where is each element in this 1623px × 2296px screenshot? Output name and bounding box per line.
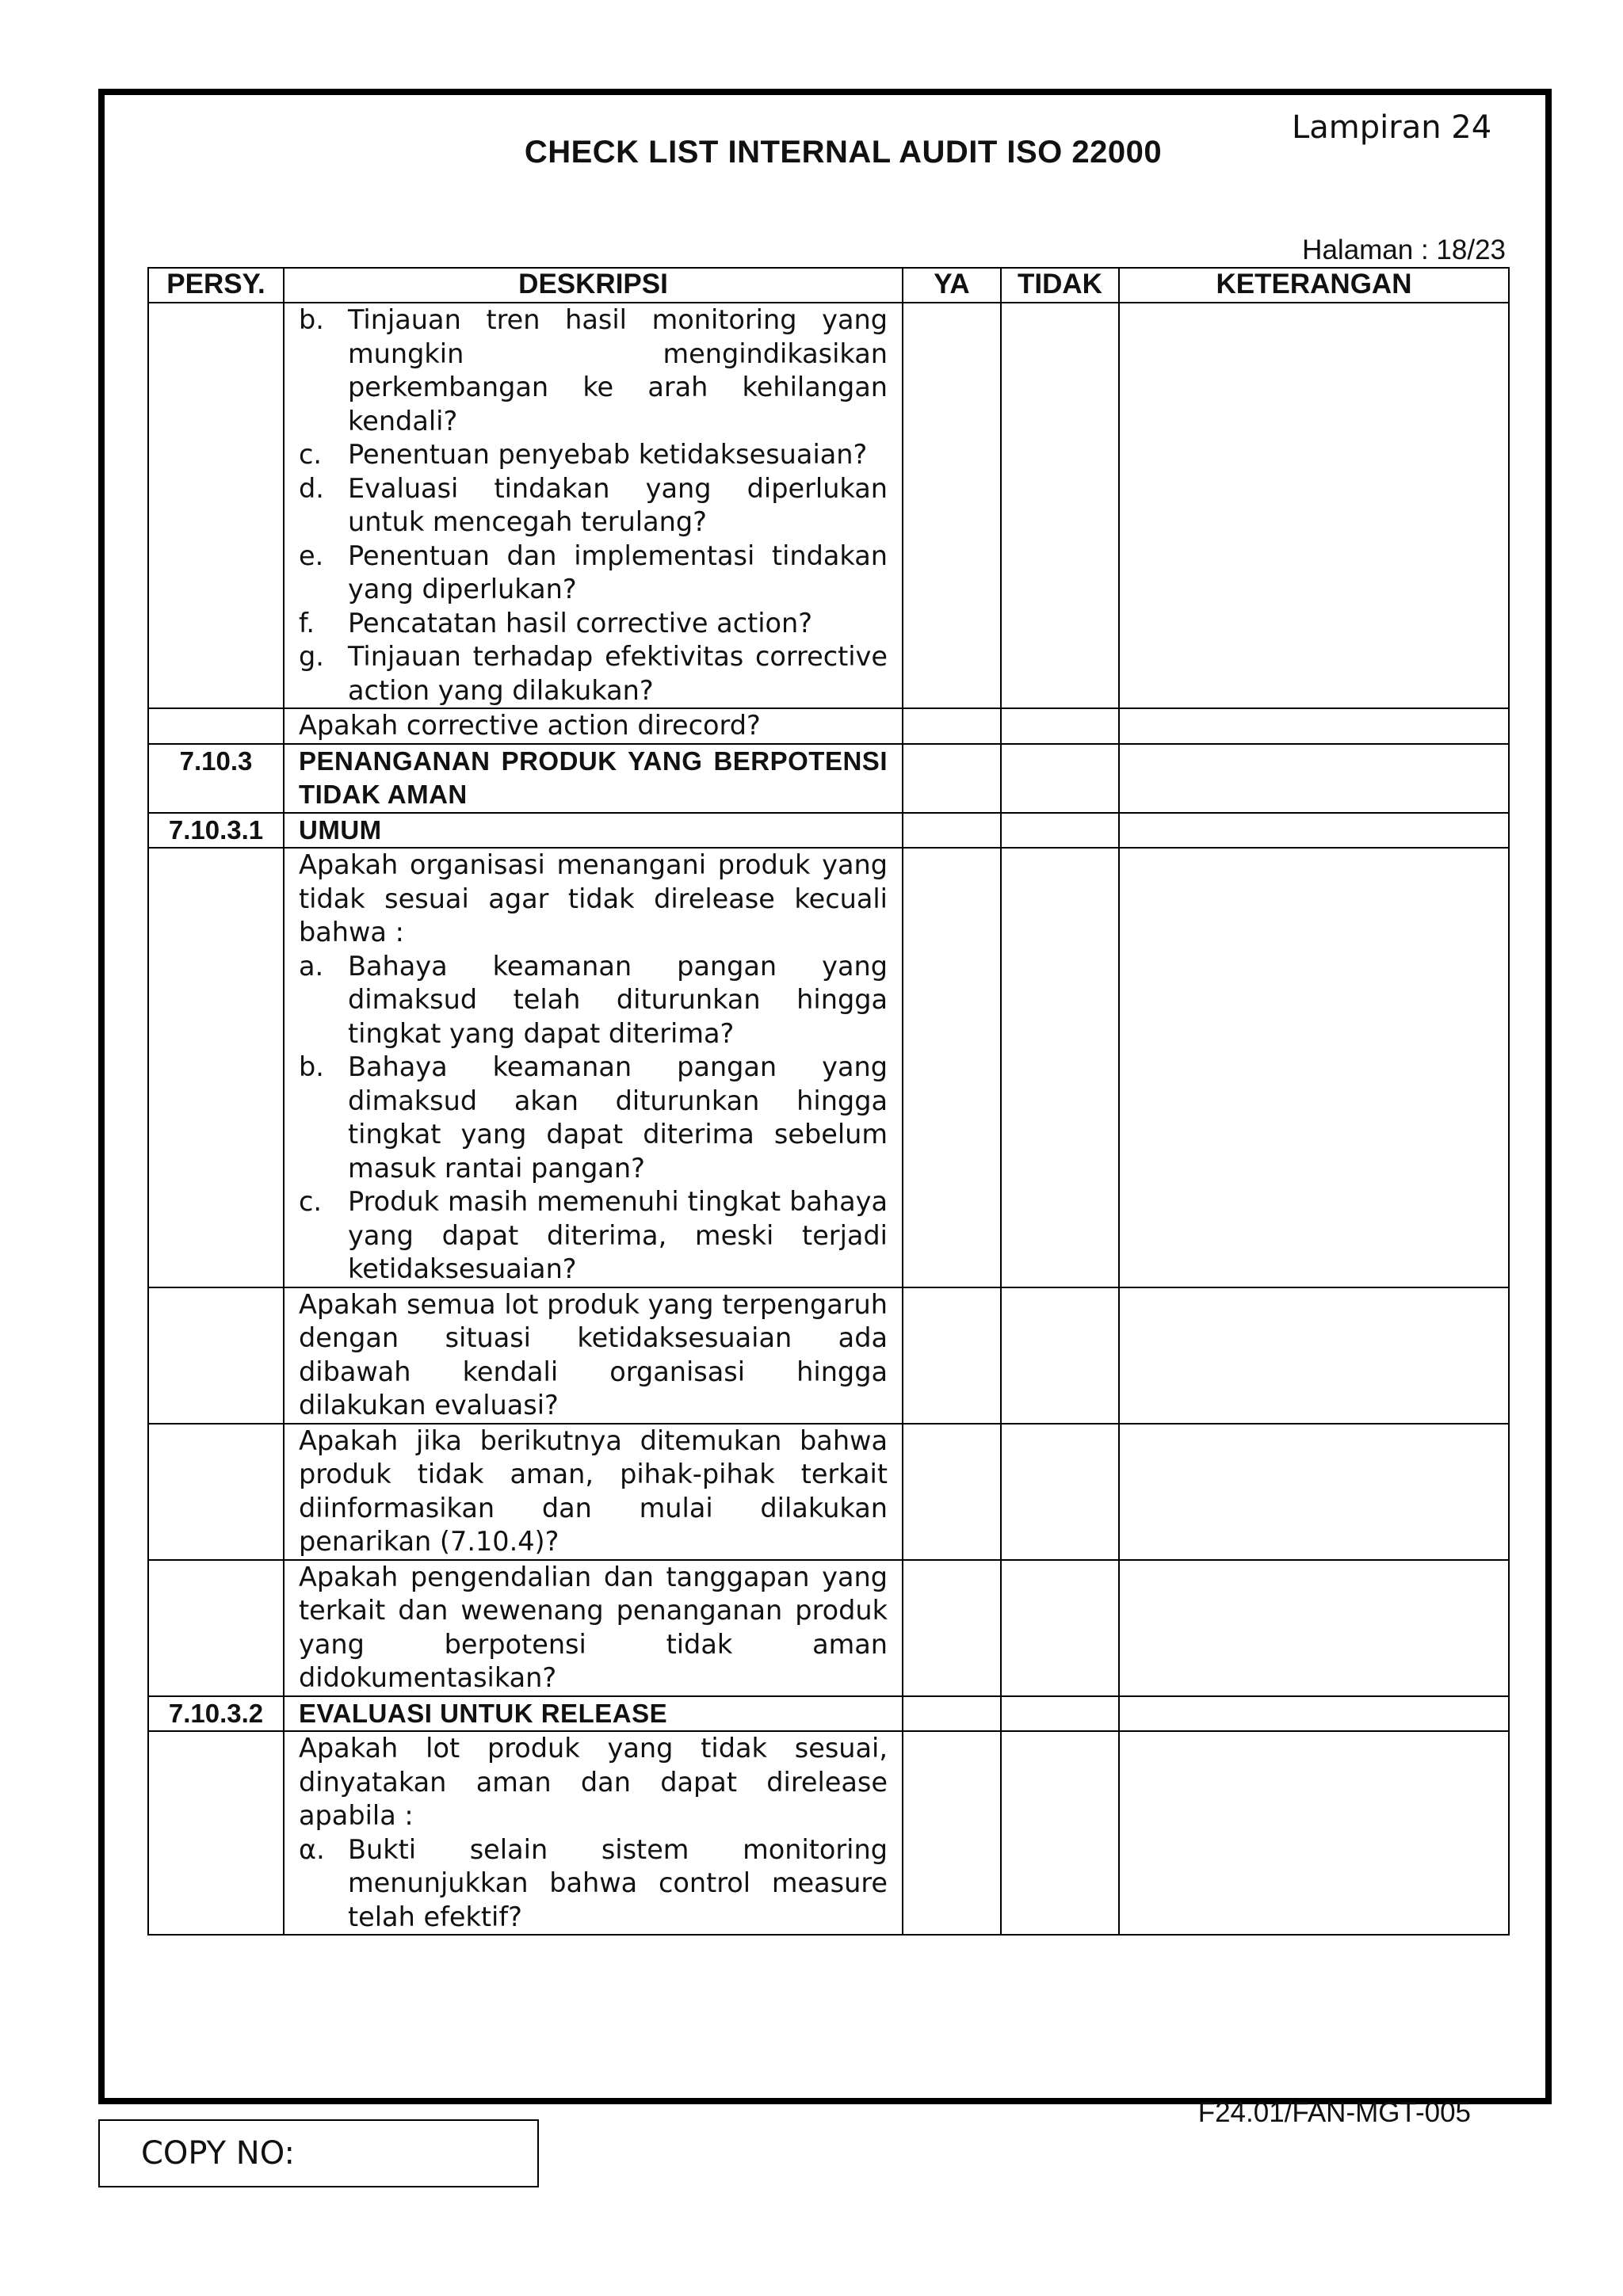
table-row	[148, 708, 1509, 744]
keterangan-cell[interactable]	[1119, 744, 1509, 813]
question-text: Apakah corrective action direcord?	[299, 710, 761, 741]
list-item	[299, 950, 888, 1051]
clause-number: 7.10.3.2	[148, 1696, 284, 1732]
item-text: Tinjauan terhadap efektivitas corrective action yang dilakukan?	[348, 641, 888, 706]
item-text: Produk masih memenuhi tingkat bahaya yang dapat diterima, meski terjadi ketidaksesuaian?	[348, 1186, 888, 1284]
item-letter: a.	[299, 950, 324, 982]
keterangan-cell[interactable]	[1119, 813, 1509, 849]
ya-cell[interactable]	[903, 1731, 1001, 1935]
deskripsi-cell	[284, 303, 903, 708]
deskripsi-cell	[284, 1696, 903, 1732]
ya-cell[interactable]	[903, 1424, 1001, 1560]
ya-cell[interactable]	[903, 708, 1001, 744]
item-letter: c.	[299, 1186, 323, 1217]
column-header-keterangan: KETERANGAN	[1119, 268, 1509, 303]
tidak-cell[interactable]	[1001, 303, 1119, 708]
document-title: CHECK LIST INTERNAL AUDIT ISO 22000	[524, 135, 1163, 170]
deskripsi-cell	[284, 1424, 903, 1560]
section-heading: UMUM	[299, 814, 382, 845]
column-header-tidak: TIDAK	[1001, 268, 1119, 303]
keterangan-cell[interactable]	[1119, 1287, 1509, 1424]
clause-number: 7.10.3.1	[148, 813, 284, 849]
deskripsi-cell	[284, 813, 903, 849]
copy-number-box[interactable]	[98, 2119, 539, 2187]
list-item	[299, 640, 888, 707]
deskripsi-cell	[284, 1560, 903, 1696]
tidak-cell[interactable]	[1001, 1696, 1119, 1732]
clause-number: 7.10.3	[148, 744, 284, 813]
list-item	[299, 1185, 888, 1287]
page-number: Halaman : 18/23	[1302, 235, 1506, 265]
column-header-deskripsi: DESKRIPSI	[284, 268, 903, 303]
keterangan-cell[interactable]	[1119, 708, 1509, 744]
ya-cell[interactable]	[903, 744, 1001, 813]
column-header-persy: PERSY.	[148, 268, 284, 303]
table-row	[148, 1560, 1509, 1696]
tidak-cell[interactable]	[1001, 708, 1119, 744]
list-item	[299, 540, 888, 607]
deskripsi-cell	[284, 1731, 903, 1935]
ya-cell[interactable]	[903, 303, 1001, 708]
item-letter: d.	[299, 472, 324, 504]
item-letter: α.	[299, 1833, 325, 1865]
item-text: Penentuan dan implementasi tindakan yang diperlukan?	[348, 540, 888, 605]
deskripsi-cell	[284, 708, 903, 744]
ya-cell[interactable]	[903, 848, 1001, 1287]
persy-cell	[148, 848, 284, 1287]
keterangan-cell[interactable]	[1119, 303, 1509, 708]
persy-cell	[148, 1731, 284, 1935]
section-row	[148, 813, 1509, 849]
checklist-table	[147, 267, 1510, 1936]
table-row	[148, 848, 1509, 1287]
persy-cell	[148, 1287, 284, 1424]
item-text: Pencatatan hasil corrective action?	[348, 607, 813, 639]
list-item	[299, 607, 888, 641]
section-heading: EVALUASI UNTUK RELEASE	[299, 1698, 668, 1728]
table-header-row	[148, 268, 1509, 303]
tidak-cell[interactable]	[1001, 1287, 1119, 1424]
question-text: Apakah jika berikutnya ditemukan bahwa produk tidak aman, pihak-pihak terkait diinformasikan dan mulai dilakukan penarikan (7.10.4)?	[299, 1425, 888, 1557]
question-text: Apakah pengendalian dan tanggapan yang terkait dan wewenang penanganan produk yang berpotensi tidak aman didokumentasikan?	[299, 1561, 888, 1693]
item-letter: b.	[299, 304, 324, 335]
ya-cell[interactable]	[903, 813, 1001, 849]
item-text: Penentuan penyebab ketidaksesuaian?	[348, 439, 868, 470]
table-row	[148, 303, 1509, 708]
list-item	[299, 1051, 888, 1185]
persy-cell	[148, 303, 284, 708]
tidak-cell[interactable]	[1001, 1560, 1119, 1696]
section-heading: PENANGANAN PRODUK YANG BERPOTENSI TIDAK AMAN	[299, 746, 888, 809]
item-letter: e.	[299, 540, 324, 571]
keterangan-cell[interactable]	[1119, 1424, 1509, 1560]
item-letter: b.	[299, 1051, 324, 1082]
keterangan-cell[interactable]	[1119, 1696, 1509, 1732]
column-header-ya: YA	[903, 268, 1001, 303]
list-item	[299, 1833, 888, 1935]
item-text: Bukti selain sistem monitoring menunjukkan bahwa control measure telah efektif?	[348, 1833, 888, 1932]
ya-cell[interactable]	[903, 1560, 1001, 1696]
ya-cell[interactable]	[903, 1287, 1001, 1424]
question-text: Apakah lot produk yang tidak sesuai, dinyatakan aman dan dapat direlease apabila :	[299, 1733, 888, 1831]
list-item	[299, 438, 888, 472]
tidak-cell[interactable]	[1001, 1424, 1119, 1560]
deskripsi-cell	[284, 1287, 903, 1424]
ya-cell[interactable]	[903, 1696, 1001, 1732]
keterangan-cell[interactable]	[1119, 848, 1509, 1287]
copy-number-label: COPY NO:	[141, 2135, 295, 2172]
item-text: Bahaya keamanan pangan yang dimaksud akan diturunkan hingga tingkat yang dapat diterima sebelum masuk rantai pangan?	[348, 1051, 888, 1184]
persy-cell	[148, 1560, 284, 1696]
question-text: Apakah organisasi menangani produk yang tidak sesuai agar tidak direlease kecuali bahwa :	[299, 849, 888, 948]
attachment-label: Lampiran 24	[1292, 109, 1492, 146]
persy-cell	[148, 708, 284, 744]
table-row	[148, 1287, 1509, 1424]
item-letter: f.	[299, 607, 315, 639]
list-item	[299, 303, 888, 438]
table-row	[148, 1731, 1509, 1935]
table-row	[148, 1424, 1509, 1560]
section-row	[148, 1696, 1509, 1732]
keterangan-cell[interactable]	[1119, 1560, 1509, 1696]
keterangan-cell[interactable]	[1119, 1731, 1509, 1935]
persy-cell	[148, 1424, 284, 1560]
item-text: Evaluasi tindakan yang diperlukan untuk mencegah terulang?	[348, 472, 888, 537]
tidak-cell[interactable]	[1001, 744, 1119, 813]
deskripsi-cell	[284, 848, 903, 1287]
question-text: Apakah semua lot produk yang terpengaruh dengan situasi ketidaksesuaian ada dibawah kendali organisasi hingga dilakukan evaluasi?	[299, 1288, 888, 1421]
tidak-cell[interactable]	[1001, 848, 1119, 1287]
tidak-cell[interactable]	[1001, 813, 1119, 849]
tidak-cell[interactable]	[1001, 1731, 1119, 1935]
form-code: F24.01/FAN-MGT-005	[1197, 2097, 1471, 2128]
list-item	[299, 472, 888, 540]
item-letter: c.	[299, 439, 323, 470]
item-text: Bahaya keamanan pangan yang dimaksud telah diturunkan hingga tingkat yang dapat diterima?	[348, 950, 888, 1049]
item-text: Tinjauan tren hasil monitoring yang mungkin mengindikasikan perkembangan ke arah kehilangan kendali?	[348, 304, 888, 437]
deskripsi-cell	[284, 744, 903, 813]
item-letter: g.	[299, 641, 324, 672]
section-row	[148, 744, 1509, 813]
